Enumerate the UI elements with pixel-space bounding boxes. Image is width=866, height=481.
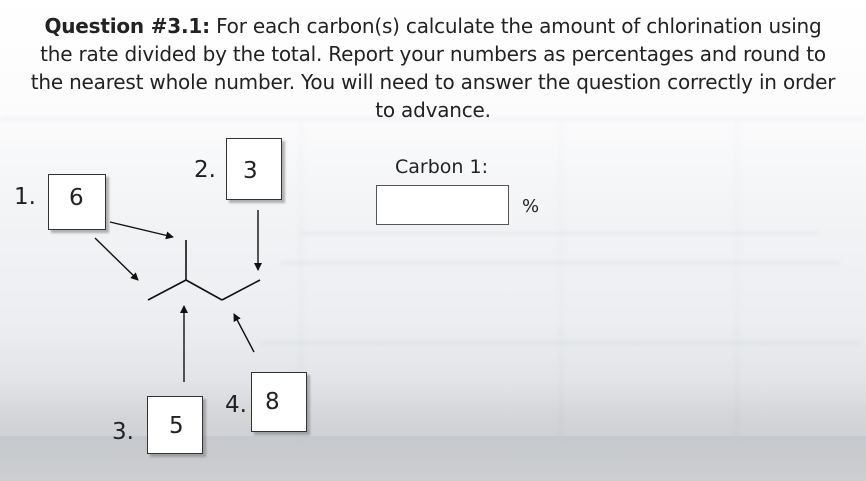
- carbon-3-label: 3.: [112, 419, 134, 445]
- carbon-4-label: 4.: [225, 392, 247, 418]
- bond-c4-c2: [222, 280, 260, 300]
- arrow-1b: [95, 238, 138, 280]
- bond-c1-c3: [148, 280, 186, 300]
- question-body: For each carbon(s) calculate the amount of chlorination using the rate divided by the total. Report your numbers as percentages and round to the nearest whole number. You will need to answer the question correctly in order to advance.: [30, 14, 836, 122]
- answer-label: Carbon 1:: [395, 156, 488, 178]
- carbon-3-value-box: [147, 396, 203, 454]
- carbon-4-value: 8: [265, 389, 280, 415]
- carbon-1-answer-input[interactable]: [376, 185, 509, 225]
- arrow-1a: [110, 222, 173, 237]
- carbon-3-value: 5: [169, 413, 184, 439]
- carbon-2-label: 2.: [194, 157, 216, 183]
- carbon-2-value: 3: [243, 158, 258, 184]
- percent-unit: %: [522, 196, 540, 217]
- carbon-4-value-box: [251, 372, 307, 432]
- carbon-1-value: 6: [69, 185, 84, 211]
- carbon-1-label: 1.: [14, 184, 36, 210]
- bond-c3-c4: [186, 280, 222, 300]
- carbon-1-value-box: [48, 174, 106, 230]
- question-heading: Question #3.1:: [44, 14, 210, 38]
- molecule-skeleton: [148, 240, 260, 300]
- arrow-4: [234, 314, 254, 352]
- carbon-2-value-box: [226, 138, 282, 200]
